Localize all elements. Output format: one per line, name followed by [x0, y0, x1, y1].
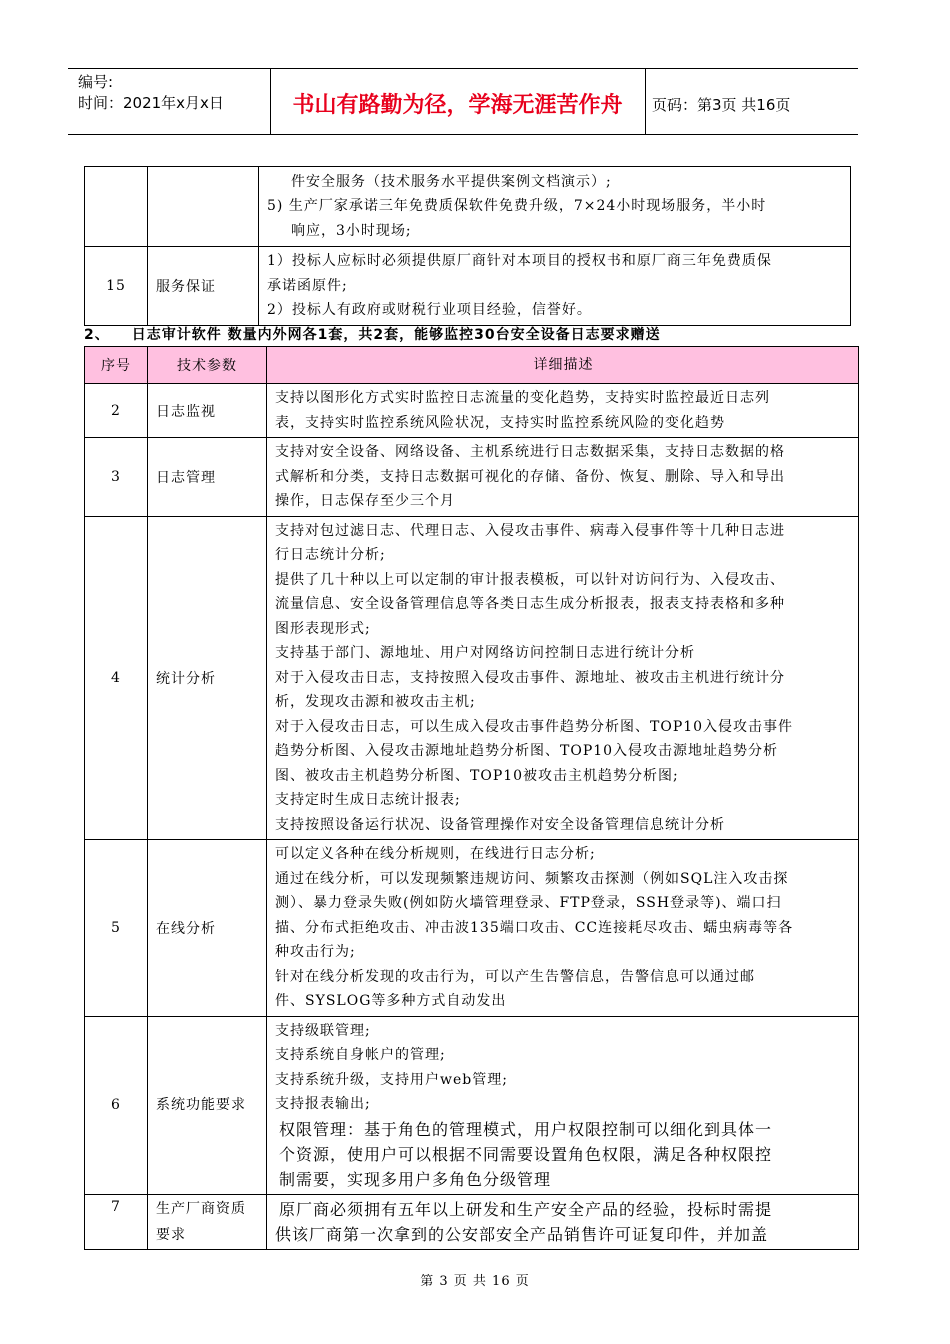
- desc-line: 支持级联管理;: [275, 1022, 371, 1039]
- table-row: [85, 840, 859, 1017]
- desc-line: 图形表现形式;: [275, 620, 371, 637]
- table-cell-name: 生产厂商资质要求: [148, 1194, 267, 1249]
- table-row: [85, 384, 859, 438]
- table-cell-name: 日志监视: [148, 384, 267, 438]
- desc-line: 支持按照设备运行状况、设备管理操作对安全设备管理信息统计分析: [275, 816, 725, 833]
- desc-line: 制需要，实现多用户多角色分级管理: [279, 1169, 552, 1189]
- header-divider: [645, 68, 646, 134]
- desc-line: 操作，日志保存至少三个月: [275, 493, 455, 509]
- desc-line: 承诺函原件;: [267, 277, 348, 294]
- header-cell-num: 序号: [85, 347, 148, 384]
- desc-line: 析，发现攻击源和被攻击主机;: [275, 694, 476, 710]
- desc-line: 式解析和分类，支持日志数据可视化的存储、备份、恢复、删除、导入和导出: [275, 468, 785, 485]
- table-row: [85, 1194, 859, 1249]
- header-bottom-rule: [68, 134, 858, 135]
- table-cell-desc: [267, 840, 859, 1017]
- desc-line: 支持报表输出;: [275, 1096, 371, 1112]
- desc-line: 可以定义各种在线分析规则，在线进行日志分析;: [275, 846, 596, 862]
- table-header-row: [85, 347, 859, 384]
- desc-line: 支持以图形化方式实时监控日志流量的变化趋势，支持实时监控最近日志列: [275, 390, 770, 406]
- table-cell-num: 3: [85, 438, 148, 517]
- table-cell-name: 系统功能要求: [148, 1016, 267, 1194]
- table-row: [85, 1016, 859, 1194]
- desc-line: 1）投标人应标时必须提供原厂商针对本项目的授权书和原厂商三年免费质保: [267, 253, 772, 269]
- desc-line: 描、分布式拒绝攻击、冲击波135端口攻击、CC连接耗尽攻击、蠕虫病毒等各: [275, 919, 794, 936]
- table-cell-desc: [259, 167, 851, 247]
- section-number: 2、: [84, 327, 110, 343]
- desc-line: 5) 生产厂家承诺三年免费质保软件免费升级，7×24小时现场服务，半小时: [267, 198, 767, 215]
- desc-line: 响应，3小时现场;: [291, 222, 412, 239]
- table-cell-num: 4: [85, 516, 148, 840]
- table-row: [85, 438, 859, 517]
- table-cell-num: [85, 167, 148, 247]
- table-cell-num: 2: [85, 384, 148, 438]
- header-meta: [78, 72, 224, 114]
- table-cell-name: 在线分析: [148, 840, 267, 1017]
- desc-line: 行日志统计分析;: [275, 547, 386, 563]
- desc-line: 流量信息、安全设备管理信息等各类日志生成分析报表，报表支持表格和多种: [275, 596, 785, 612]
- desc-line: 表，支持实时监控系统风险状况，支持实时监控系统风险的变化趋势: [275, 414, 725, 431]
- table-cell-desc: [267, 438, 859, 517]
- table-cell-desc: [259, 247, 851, 326]
- table-cell-name: 日志管理: [148, 438, 267, 517]
- table-cell-desc: [267, 384, 859, 438]
- desc-line: 支持系统自身帐户的管理;: [275, 1047, 446, 1063]
- desc-line: 测）、暴力登录失败(例如防火墙管理登录、FTP登录，SSH登录等)、端口扫: [275, 895, 782, 911]
- table-cell-num: 5: [85, 840, 148, 1017]
- table-cell-desc: [267, 1016, 859, 1194]
- header-page-info: 页码：第3页 共16页: [652, 96, 791, 114]
- spec-table: [84, 346, 859, 1250]
- table-cell-name: [148, 167, 259, 247]
- table-cell-num: 15: [85, 247, 148, 326]
- table-cell-name: 统计分析: [148, 516, 267, 840]
- desc-line: 支持系统升级，支持用户web管理;: [275, 1071, 508, 1088]
- desc-line: 支持对包过滤日志、代理日志、入侵攻击事件、病毒入侵事件等十几种日志进: [275, 522, 785, 539]
- number-label: 编号:: [78, 73, 114, 91]
- desc-line: 件、SYSLOG等多种方式自动发出: [275, 993, 507, 1009]
- desc-line: 支持基于部门、源地址、用户对网络访问控制日志进行统计分析: [275, 645, 695, 661]
- desc-line: 种攻击行为;: [275, 944, 356, 960]
- desc-line: 原厂商必须拥有五年以上研发和生产安全产品的经验，投标时需提: [279, 1199, 773, 1219]
- desc-line: 个资源，使用户可以根据不同需要设置角色权限，满足各种权限控: [279, 1144, 773, 1164]
- desc-line: 支持对安全设备、网络设备、主机系统进行日志数据采集，支持日志数据的格: [275, 444, 785, 460]
- desc-line: 对于入侵攻击日志，支持按照入侵攻击事件、源地址、被攻击主机进行统计分: [275, 669, 785, 686]
- table-row: [85, 247, 851, 326]
- desc-line: 支持定时生成日志统计报表;: [275, 792, 461, 808]
- table-cell-desc: [267, 1194, 859, 1249]
- desc-line: 针对在线分析发现的攻击行为，可以产生告警信息，告警信息可以通过邮: [275, 968, 755, 985]
- table-row: [85, 167, 851, 247]
- section-heading: [84, 324, 661, 344]
- table-cell-num: 6: [85, 1016, 148, 1194]
- desc-line: 权限管理：基于角色的管理模式，用户权限控制可以细化到具体一: [279, 1119, 773, 1139]
- header-motto: 书山有路勤为径，学海无涯苦作舟: [292, 93, 623, 118]
- desc-line: 对于入侵攻击日志，可以生成入侵攻击事件趋势分析图、TOP10入侵攻击事件: [275, 718, 794, 735]
- section-title: 日志审计软件 数量内外网各1套，共2套，能够监控30台安全设备日志要求赠送: [131, 327, 661, 343]
- header-cell-param: 技术参数: [148, 347, 267, 384]
- table-row: [85, 516, 859, 840]
- page-footer: 第 3 页 共 16 页: [420, 1274, 530, 1289]
- header-cell-desc: 详细描述: [267, 347, 859, 384]
- header-top-rule: [68, 68, 858, 69]
- table-cell-num: 7: [85, 1194, 148, 1249]
- continued-table: [84, 166, 851, 326]
- desc-line: 通过在线分析，可以发现频繁违规访问、频繁攻击探测（例如SQL注入攻击探: [275, 870, 789, 887]
- desc-line: 图、被攻击主机趋势分析图、TOP10被攻击主机趋势分析图;: [275, 767, 679, 784]
- desc-line: 供该厂商第一次拿到的公安部安全产品销售许可证复印件，并加盖: [275, 1224, 769, 1244]
- desc-line: 提供了几十种以上可以定制的审计报表模板，可以针对访问行为、入侵攻击、: [275, 571, 785, 588]
- desc-line: 趋势分析图、入侵攻击源地址趋势分析图、TOP10入侵攻击源地址趋势分析: [275, 743, 779, 759]
- desc-line: 件安全服务（技术服务水平提供案例文档演示）;: [291, 173, 612, 190]
- desc-line: 2）投标人有政府或财税行业项目经验，信誉好。: [267, 302, 592, 318]
- table-cell-desc: [267, 516, 859, 840]
- table-cell-name: 服务保证: [148, 247, 259, 326]
- time-label: 时间：2021年x月x日: [78, 94, 224, 112]
